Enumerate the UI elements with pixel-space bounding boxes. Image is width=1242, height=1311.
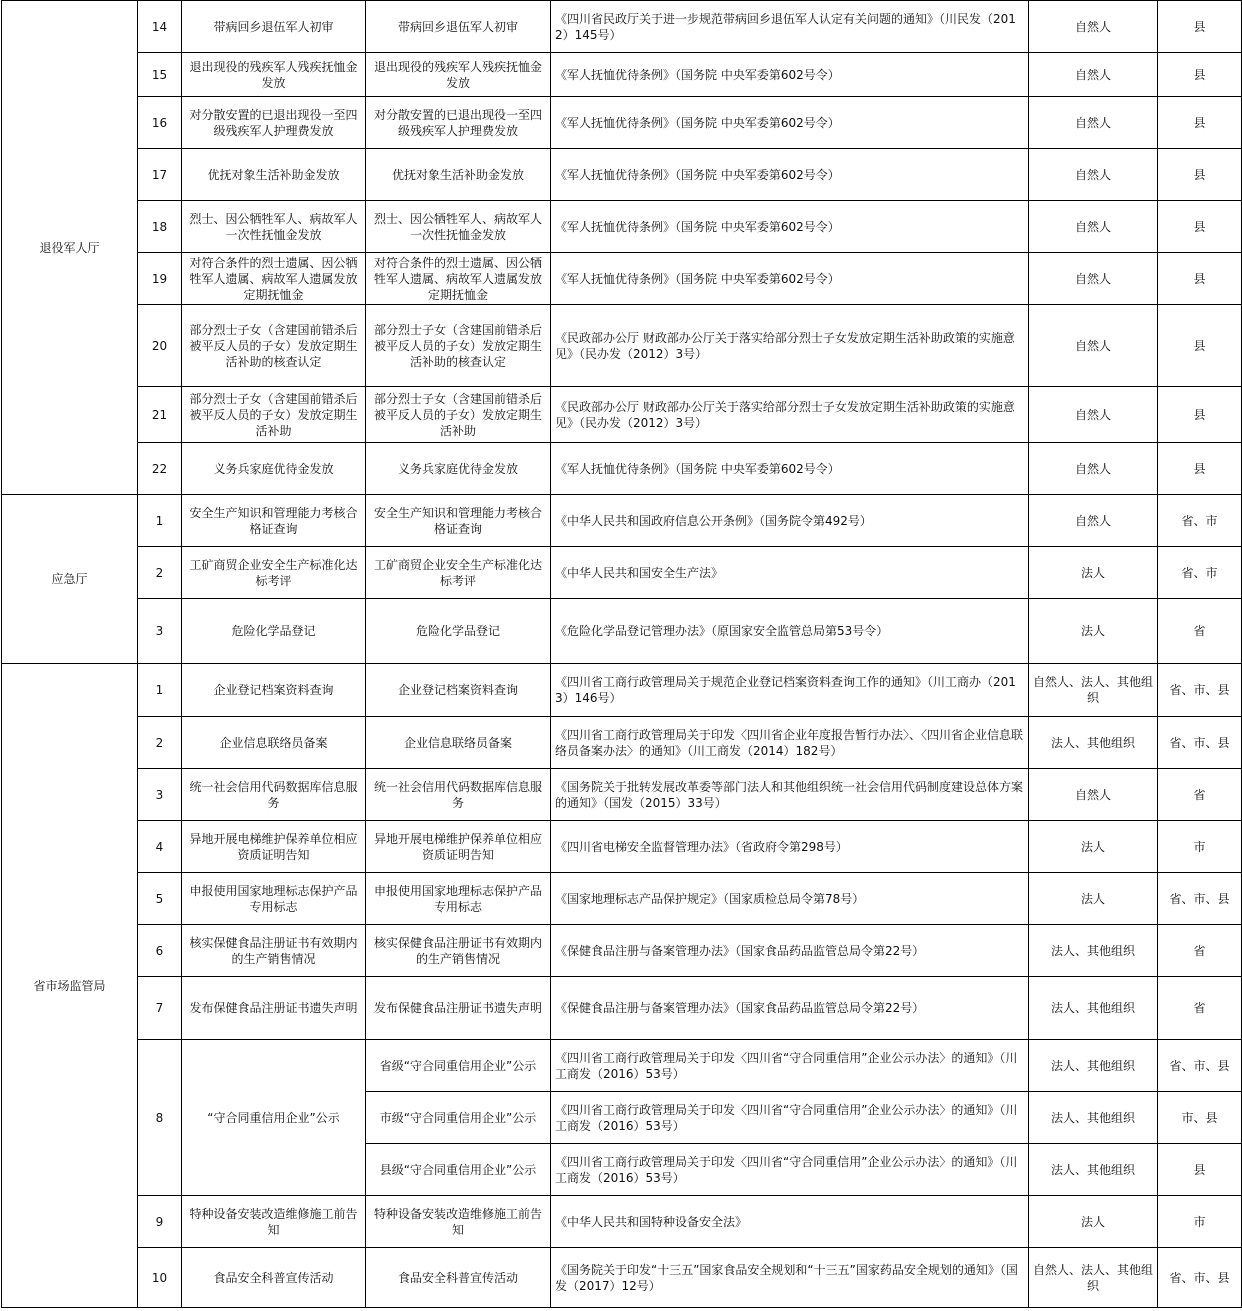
row-number: 17 bbox=[138, 149, 182, 201]
legal-basis: 《民政部办公厅 财政部办公厅关于落实给部分烈士子女发放定期生活补助政策的实施意见》（民办发（2012）3号） bbox=[551, 305, 1029, 387]
service-target: 法人、其他组织 bbox=[1029, 717, 1158, 769]
legal-basis: 《中华人民共和国安全生产法》 bbox=[551, 547, 1029, 599]
service-target: 法人 bbox=[1029, 547, 1158, 599]
sub-item-name: 申报使用国家地理标志保护产品专用标志 bbox=[366, 873, 551, 925]
row-number: 8 bbox=[138, 1040, 182, 1196]
service-level: 县 bbox=[1158, 443, 1242, 495]
service-list-table bbox=[1, 0, 1242, 1308]
sub-item-name: 安全生产知识和管理能力考核合格证查询 bbox=[366, 495, 551, 547]
row-number: 20 bbox=[138, 305, 182, 387]
service-level: 县 bbox=[1158, 97, 1242, 149]
row-number: 22 bbox=[138, 443, 182, 495]
sub-item-name: 带病回乡退伍军人初审 bbox=[366, 1, 551, 53]
service-target: 法人、其他组织 bbox=[1029, 1040, 1158, 1092]
table-row bbox=[2, 717, 1242, 769]
table-row bbox=[2, 925, 1242, 977]
item-name: 部分烈士子女（含建国前错杀后被平反人员的子女）发放定期生活补助 bbox=[182, 387, 366, 443]
row-number: 2 bbox=[138, 547, 182, 599]
service-level: 县 bbox=[1158, 53, 1242, 97]
service-target: 自然人 bbox=[1029, 1, 1158, 53]
item-name: 带病回乡退伍军人初审 bbox=[182, 1, 366, 53]
item-name: 部分烈士子女（含建国前错杀后被平反人员的子女）发放定期生活补助的核查认定 bbox=[182, 305, 366, 387]
sub-item-name: 统一社会信用代码数据库信息服务 bbox=[366, 769, 551, 821]
item-name: 工矿商贸企业安全生产标准化达标考评 bbox=[182, 547, 366, 599]
legal-basis: 《民政部办公厅 财政部办公厅关于落实给部分烈士子女发放定期生活补助政策的实施意见》（民办发（2012）3号） bbox=[551, 387, 1029, 443]
table-row bbox=[2, 1, 1242, 53]
service-target: 自然人 bbox=[1029, 53, 1158, 97]
sub-item-name: 优抚对象生活补助金发放 bbox=[366, 149, 551, 201]
row-number: 9 bbox=[138, 1196, 182, 1248]
item-name: 特种设备安装改造维修施工前告知 bbox=[182, 1196, 366, 1248]
table-row bbox=[2, 977, 1242, 1040]
item-name: 企业信息联络员备案 bbox=[182, 717, 366, 769]
legal-basis: 《保健食品注册与备案管理办法》（国家食品药品监管总局令第22号） bbox=[551, 977, 1029, 1040]
sub-item-name: 烈士、因公牺牲军人、病故军人一次性抚恤金发放 bbox=[366, 201, 551, 253]
service-level: 省、市、县 bbox=[1158, 664, 1242, 717]
item-name: 企业登记档案资料查询 bbox=[182, 664, 366, 717]
table-row bbox=[2, 495, 1242, 547]
service-target: 自然人 bbox=[1029, 495, 1158, 547]
sub-item-name: 市级“守合同重信用企业”公示 bbox=[366, 1092, 551, 1144]
row-number: 18 bbox=[138, 201, 182, 253]
service-target: 法人 bbox=[1029, 599, 1158, 664]
row-number: 7 bbox=[138, 977, 182, 1040]
department-cell: 退役军人厅 bbox=[2, 1, 138, 495]
service-target: 自然人 bbox=[1029, 97, 1158, 149]
row-number: 19 bbox=[138, 253, 182, 305]
table-row bbox=[2, 149, 1242, 201]
sub-item-name: 对分散安置的已退出现役一至四级残疾军人护理费发放 bbox=[366, 97, 551, 149]
service-target: 法人、其他组织 bbox=[1029, 925, 1158, 977]
item-name: 发布保健食品注册证书遗失声明 bbox=[182, 977, 366, 1040]
service-target: 自然人 bbox=[1029, 201, 1158, 253]
table-row bbox=[2, 201, 1242, 253]
table-row bbox=[2, 1248, 1242, 1308]
service-target: 法人 bbox=[1029, 1196, 1158, 1248]
row-number: 15 bbox=[138, 53, 182, 97]
row-number: 1 bbox=[138, 664, 182, 717]
row-number: 16 bbox=[138, 97, 182, 149]
item-name: 烈士、因公牺牲军人、病故军人一次性抚恤金发放 bbox=[182, 201, 366, 253]
table-row bbox=[2, 253, 1242, 305]
service-level: 省 bbox=[1158, 599, 1242, 664]
row-number: 3 bbox=[138, 769, 182, 821]
legal-basis: 《中华人民共和国特种设备安全法》 bbox=[551, 1196, 1029, 1248]
table-row bbox=[2, 547, 1242, 599]
row-number: 2 bbox=[138, 717, 182, 769]
sub-item-name: 对符合条件的烈士遗属、因公牺牲军人遗属、病故军人遗属发放定期抚恤金 bbox=[366, 253, 551, 305]
legal-basis: 《军人抚恤优待条例》（国务院 中央军委第602号令） bbox=[551, 53, 1029, 97]
sub-item-name: 异地开展电梯维护保养单位相应资质证明告知 bbox=[366, 821, 551, 873]
sub-item-name: 县级“守合同重信用企业”公示 bbox=[366, 1144, 551, 1196]
table-row bbox=[2, 769, 1242, 821]
service-level: 省、市、县 bbox=[1158, 1040, 1242, 1092]
sub-item-name: 省级“守合同重信用企业”公示 bbox=[366, 1040, 551, 1092]
sub-item-name: 特种设备安装改造维修施工前告知 bbox=[366, 1196, 551, 1248]
legal-basis: 《国家地理标志产品保护规定》（国家质检总局令第78号） bbox=[551, 873, 1029, 925]
legal-basis: 《四川省工商行政管理局关于印发〈四川省“守合同重信用”企业公示办法〉的通知》（川工商发（2016）53号） bbox=[551, 1144, 1029, 1196]
service-target: 自然人、法人、其他组织 bbox=[1029, 1248, 1158, 1308]
sub-item-name: 核实保健食品注册证书有效期内的生产销售情况 bbox=[366, 925, 551, 977]
service-level: 县 bbox=[1158, 1144, 1242, 1196]
legal-basis: 《危险化学品登记管理办法》（原国家安全监管总局第53号令） bbox=[551, 599, 1029, 664]
item-name: 统一社会信用代码数据库信息服务 bbox=[182, 769, 366, 821]
service-target: 自然人、法人、其他组织 bbox=[1029, 664, 1158, 717]
service-target: 法人、其他组织 bbox=[1029, 1092, 1158, 1144]
service-level: 省、市、县 bbox=[1158, 717, 1242, 769]
item-name: 安全生产知识和管理能力考核合格证查询 bbox=[182, 495, 366, 547]
service-level: 省、市、县 bbox=[1158, 1248, 1242, 1308]
table-row bbox=[2, 599, 1242, 664]
sub-item-name: 部分烈士子女（含建国前错杀后被平反人员的子女）发放定期生活补助的核查认定 bbox=[366, 305, 551, 387]
row-number: 5 bbox=[138, 873, 182, 925]
table-row bbox=[2, 664, 1242, 717]
service-level: 县 bbox=[1158, 1, 1242, 53]
service-level: 县 bbox=[1158, 201, 1242, 253]
service-target: 法人 bbox=[1029, 821, 1158, 873]
row-number: 14 bbox=[138, 1, 182, 53]
legal-basis: 《国务院关于印发“十三五”国家食品安全规划和“十三五”国家药品安全规划的通知》（国发（2017）12号） bbox=[551, 1248, 1029, 1308]
service-level: 县 bbox=[1158, 253, 1242, 305]
item-name: 申报使用国家地理标志保护产品专用标志 bbox=[182, 873, 366, 925]
legal-basis: 《四川省工商行政管理局关于印发〈四川省“守合同重信用”企业公示办法〉的通知》（川工商发（2016）53号） bbox=[551, 1040, 1029, 1092]
item-name: 危险化学品登记 bbox=[182, 599, 366, 664]
service-target: 自然人 bbox=[1029, 253, 1158, 305]
table-row bbox=[2, 387, 1242, 443]
legal-basis: 《国务院关于批转发展改革委等部门法人和其他组织统一社会信用代码制度建设总体方案的通知》（国发（2015）33号） bbox=[551, 769, 1029, 821]
sub-item-name: 企业信息联络员备案 bbox=[366, 717, 551, 769]
service-target: 自然人 bbox=[1029, 149, 1158, 201]
service-level: 市 bbox=[1158, 1196, 1242, 1248]
table-row bbox=[2, 873, 1242, 925]
row-number: 21 bbox=[138, 387, 182, 443]
service-target: 自然人 bbox=[1029, 387, 1158, 443]
legal-basis: 《军人抚恤优待条例》（国务院 中央军委第602号令） bbox=[551, 97, 1029, 149]
service-target: 法人、其他组织 bbox=[1029, 977, 1158, 1040]
service-level: 省、市 bbox=[1158, 547, 1242, 599]
item-name: 对分散安置的已退出现役一至四级残疾军人护理费发放 bbox=[182, 97, 366, 149]
sub-item-name: 退出现役的残疾军人残疾抚恤金发放 bbox=[366, 53, 551, 97]
legal-basis: 《四川省工商行政管理局关于规范企业登记档案资料查询工作的通知》（川工商办（2013）146号） bbox=[551, 664, 1029, 717]
item-name: 对符合条件的烈士遗属、因公牺牲军人遗属、病故军人遗属发放定期抚恤金 bbox=[182, 253, 366, 305]
legal-basis: 《四川省民政厅关于进一步规范带病回乡退伍军人认定有关问题的通知》（川民发（2012）145号） bbox=[551, 1, 1029, 53]
row-number: 10 bbox=[138, 1248, 182, 1308]
row-number: 6 bbox=[138, 925, 182, 977]
legal-basis: 《中华人民共和国政府信息公开条例》（国务院令第492号） bbox=[551, 495, 1029, 547]
service-level: 县 bbox=[1158, 149, 1242, 201]
service-level: 县 bbox=[1158, 305, 1242, 387]
legal-basis: 《四川省工商行政管理局关于印发〈四川省企业年度报告暂行办法〉、〈四川省企业信息联络员备案办法〉的通知》（川工商发（2014）182号） bbox=[551, 717, 1029, 769]
department-cell: 应急厅 bbox=[2, 495, 138, 664]
sub-item-name: 工矿商贸企业安全生产标准化达标考评 bbox=[366, 547, 551, 599]
item-name: 异地开展电梯维护保养单位相应资质证明告知 bbox=[182, 821, 366, 873]
table-row bbox=[2, 1040, 1242, 1092]
row-number: 1 bbox=[138, 495, 182, 547]
service-target: 法人 bbox=[1029, 873, 1158, 925]
sub-item-name: 部分烈士子女（含建国前错杀后被平反人员的子女）发放定期生活补助 bbox=[366, 387, 551, 443]
legal-basis: 《军人抚恤优待条例》（国务院 中央军委第602号令） bbox=[551, 201, 1029, 253]
row-number: 3 bbox=[138, 599, 182, 664]
sub-item-name: 企业登记档案资料查询 bbox=[366, 664, 551, 717]
service-level: 市 bbox=[1158, 821, 1242, 873]
table-row bbox=[2, 821, 1242, 873]
sub-item-name: 义务兵家庭优待金发放 bbox=[366, 443, 551, 495]
item-name: 退出现役的残疾军人残疾抚恤金发放 bbox=[182, 53, 366, 97]
legal-basis: 《四川省工商行政管理局关于印发〈四川省“守合同重信用”企业公示办法〉的通知》（川工商发（2016）53号） bbox=[551, 1092, 1029, 1144]
table-row bbox=[2, 443, 1242, 495]
service-level: 县 bbox=[1158, 387, 1242, 443]
service-level: 省、市、县 bbox=[1158, 873, 1242, 925]
legal-basis: 《军人抚恤优待条例》（国务院 中央军委第602号令） bbox=[551, 253, 1029, 305]
table-row bbox=[2, 305, 1242, 387]
service-level: 市、县 bbox=[1158, 1092, 1242, 1144]
sub-item-name: 危险化学品登记 bbox=[366, 599, 551, 664]
item-name: 核实保健食品注册证书有效期内的生产销售情况 bbox=[182, 925, 366, 977]
legal-basis: 《保健食品注册与备案管理办法》（国家食品药品监管总局令第22号） bbox=[551, 925, 1029, 977]
item-name: “守合同重信用企业”公示 bbox=[182, 1040, 366, 1196]
row-number: 4 bbox=[138, 821, 182, 873]
sub-item-name: 发布保健食品注册证书遗失声明 bbox=[366, 977, 551, 1040]
service-level: 省、市 bbox=[1158, 495, 1242, 547]
service-target: 自然人 bbox=[1029, 769, 1158, 821]
service-target: 自然人 bbox=[1029, 305, 1158, 387]
legal-basis: 《四川省电梯安全监督管理办法》（省政府令第298号） bbox=[551, 821, 1029, 873]
item-name: 优抚对象生活补助金发放 bbox=[182, 149, 366, 201]
sub-item-name: 食品安全科普宣传活动 bbox=[366, 1248, 551, 1308]
item-name: 义务兵家庭优待金发放 bbox=[182, 443, 366, 495]
service-level: 省 bbox=[1158, 925, 1242, 977]
table-row bbox=[2, 1196, 1242, 1248]
department-cell: 省市场监管局 bbox=[2, 664, 138, 1308]
legal-basis: 《军人抚恤优待条例》（国务院 中央军委第602号令） bbox=[551, 149, 1029, 201]
service-level: 省 bbox=[1158, 977, 1242, 1040]
table-row bbox=[2, 53, 1242, 97]
table-row bbox=[2, 97, 1242, 149]
item-name: 食品安全科普宣传活动 bbox=[182, 1248, 366, 1308]
legal-basis: 《军人抚恤优待条例》（国务院 中央军委第602号令） bbox=[551, 443, 1029, 495]
service-target: 法人、其他组织 bbox=[1029, 1144, 1158, 1196]
service-target: 自然人 bbox=[1029, 443, 1158, 495]
service-level: 省 bbox=[1158, 769, 1242, 821]
